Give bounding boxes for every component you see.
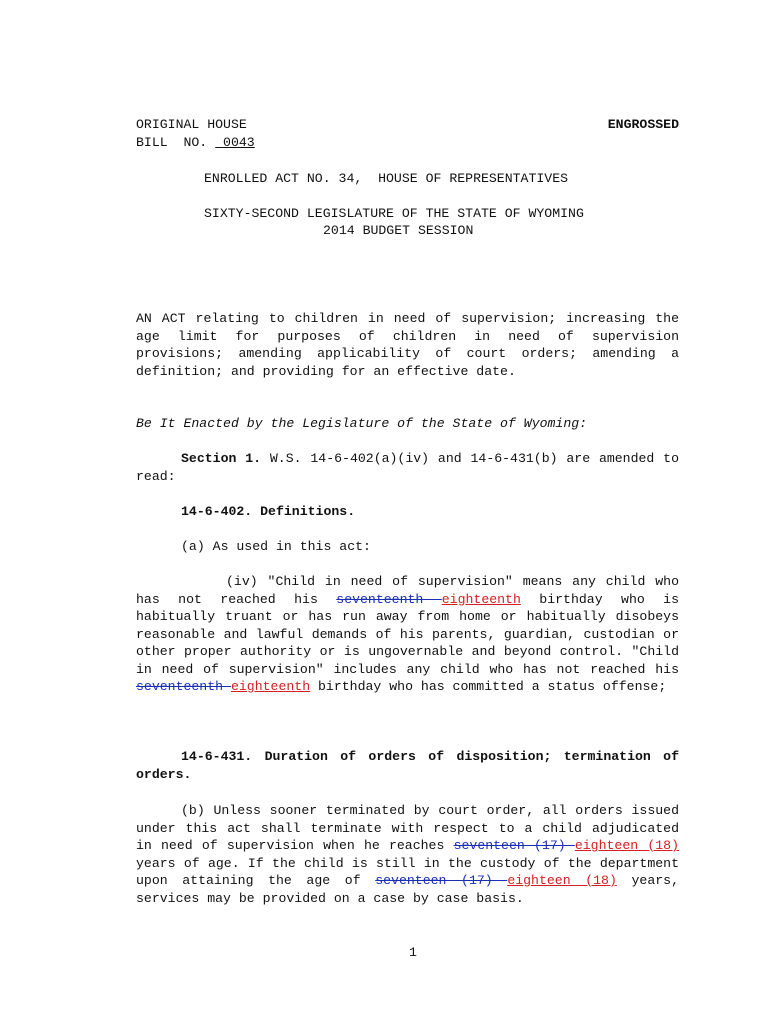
section-1-label: Section 1. [181, 451, 262, 466]
engrossed-label: ENGROSSED [607, 117, 679, 132]
section-402-heading: 14-6-402. Definitions. [181, 504, 356, 519]
session-title: 2014 BUDGET SESSION [323, 223, 474, 238]
subsection-b-text-2: years of age. If the child is still in the custody of the department upon attaining the age of [136, 855, 679, 888]
paragraph-iv-text-2: birthday who is habitually truant or has run away from home or habitually disobeys reasonable and lawful demands of his parents, guardian, custodian or other proper authority or is ungovernable and beyond control. "Child in need of supervision" includes any child who has not reached his [136, 591, 680, 677]
paragraph-iv [136, 573, 679, 696]
inserted-text: eighteen (18) [574, 838, 679, 853]
inserted-text: eighteen (18) [507, 873, 617, 888]
subsection-b-text-1: (b) Unless sooner terminated by court order, all orders issued under this act shall terminate with respect to a child adjudicated in need of supervision when he reaches [136, 803, 679, 853]
deleted-text: seventeenth [336, 591, 442, 607]
paragraph-iv-text-1: (iv) "Child in need of supervision" means any child who has not reached his [136, 574, 679, 607]
subsection-b-text-3: years, services may be provided on a case by case basis. [136, 873, 679, 906]
page-number: 1 [409, 945, 417, 960]
enrolled-act-title: ENROLLED ACT NO. 34, HOUSE OF REPRESENTATIVES [204, 171, 569, 186]
bill-number-line [136, 134, 255, 152]
act-summary: AN ACT relating to children in need of supervision; increasing the age limit for purposes of children in need of supervision provisions; amending applicability of court orders; amending a definition; and providing for an effective date. [136, 311, 679, 379]
inserted-text: eighteenth [441, 591, 521, 607]
inserted-text: eighteenth [230, 679, 311, 694]
deleted-text: seventeen (17) [375, 873, 508, 888]
deleted-text: seventeen (17) [453, 838, 575, 853]
subsection-b [136, 802, 679, 907]
section-431-heading: 14-6-431. Duration of orders of disposition; termination of orders. [136, 749, 679, 782]
subsection-a: (a) As used in this act: [181, 539, 371, 554]
deleted-text: seventeenth [136, 679, 231, 694]
paragraph-iv-text-3: birthday who has committed a status offense; [310, 679, 667, 694]
section-1-text: W.S. 14-6-402(a)(iv) and 14-6-431(b) are amended to read: [136, 451, 679, 484]
bill-label: BILL NO. [136, 135, 216, 150]
section-1 [136, 450, 679, 485]
bill-number: 0043 [215, 135, 255, 150]
original-house-label: ORIGINAL HOUSE [136, 117, 247, 132]
enacting-clause: Be It Enacted by the Legislature of the State of Wyoming: [136, 416, 588, 431]
legislature-title: SIXTY-SECOND LEGISLATURE OF THE STATE OF WYOMING [204, 206, 584, 221]
